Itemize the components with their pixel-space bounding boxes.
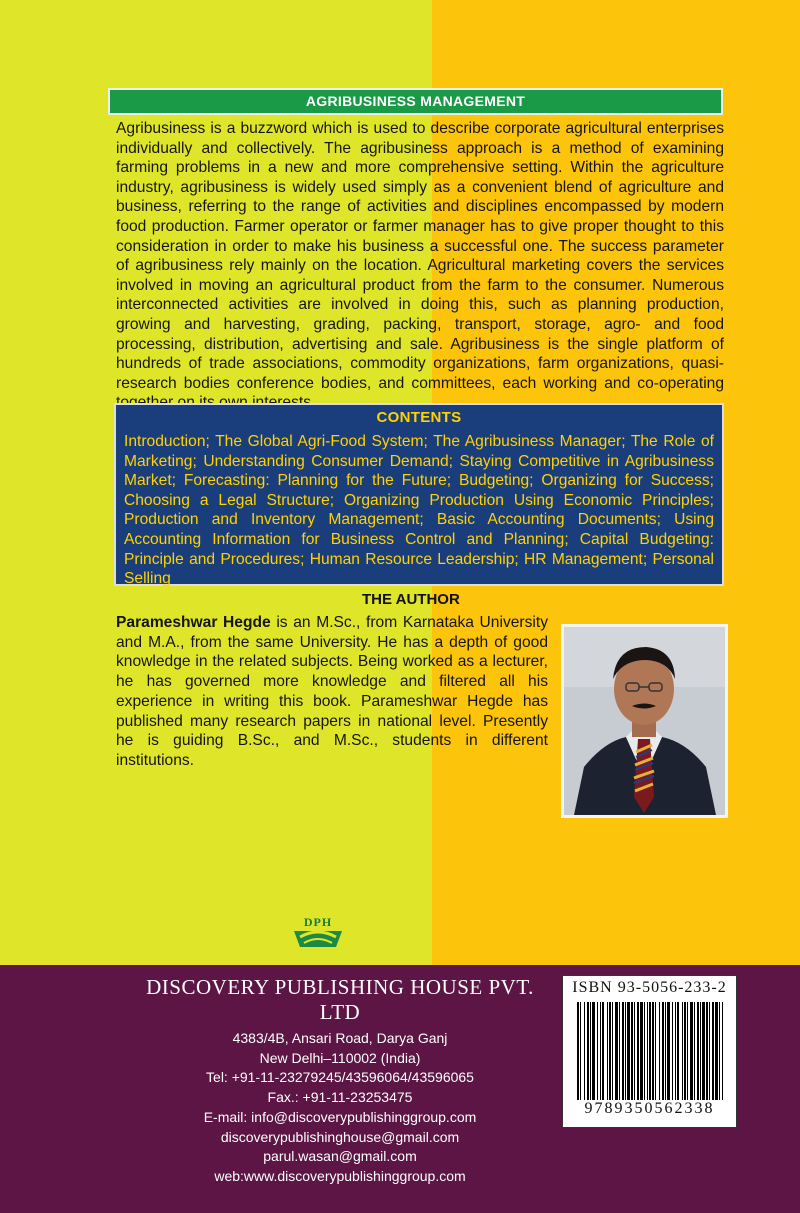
contents-list: Introduction; The Global Agri-Food System; The Agribusiness Manager; The Role of Marketing; Understanding Consumer Demand; Staying Competitive in Agribusiness Market; Forecasting: Planning for the Future; Budgeting; Organizing for Success; Choosing a Legal Structure; Organizing Production Using Economic Principles; Production and Inventory Management; Basic Accounting Documents; Using Accounting Information for Business Control and Planning; Capital Budgeting: Principle and Procedures; Human Resource Leadership; HR Management; Personal Selling: [124, 433, 714, 588]
isbn-number: 9789350562338: [584, 1100, 715, 1117]
barcode-bar: [694, 1002, 695, 1100]
barcode-bar: [627, 1002, 630, 1100]
publisher-name: DISCOVERY PUBLISHING HOUSE PVT. LTD: [146, 975, 534, 1024]
publisher-address-line1: 4383/4B, Ansari Road, Darya Ganj: [232, 1030, 448, 1046]
barcode-bar: [667, 1002, 670, 1100]
intro-paragraph: Agribusiness is a buzzword which is used to describe corporate agricultural enterprises individually and collectively. The agribusiness approach is a method of examining farming problems in a new and more comprehensive setting. Within the agriculture industry, agribusiness is widely used simply as a convenient blend of agriculture and business, referring to the range of activities and disciplines encompassed by modern food production. Farmer operator or farmer manager has to give proper thought to this consideration in order to make his business a successful one. The success parameter of agribusiness rely mainly on the location. Agricultural marketing covers the services involved in moving an agricultural product from the farm to the consumer. Numerous interconnected activities are involved in doing this, such as planning production, growing and harvesting, grading, packing, transport, storage, agro- and food processing, distribution, advertising and sale. Agribusiness is the single platform of hundreds of trade associations, commodity organizations, farm organizations, quasi-research bodies conference bodies, and committees, each working and co-operating: [116, 120, 724, 392]
barcode-bar: [644, 1002, 645, 1100]
publisher-address-line2: New Delhi–110002 (India): [259, 1049, 421, 1066]
barcode-bar: [719, 1002, 720, 1100]
barcode-bar: [722, 1002, 723, 1100]
barcode-bar: [637, 1002, 639, 1100]
barcode-bar: [640, 1002, 643, 1100]
publisher-email-3: parul.wasan@gmail.com: [263, 1148, 417, 1165]
barcode-bar: [584, 1002, 585, 1100]
barcode-bar: [625, 1002, 626, 1100]
barcode-bar: [631, 1002, 633, 1100]
barcode-bar: [697, 1002, 699, 1100]
barcode-bar: [649, 1002, 651, 1100]
barcode-bar: [662, 1002, 664, 1100]
barcode-bar: [580, 1002, 581, 1100]
barcode-bar: [706, 1002, 708, 1100]
barcode-bar: [665, 1002, 666, 1100]
barcode-bar: [597, 1002, 598, 1100]
publisher-info: [140, 975, 540, 1187]
barcode-bar: [715, 1002, 718, 1100]
barcode-bar: [615, 1002, 618, 1100]
publisher-email: E-mail: info@discoverypublishinggroup.com: [203, 1108, 477, 1125]
barcode-bar: [659, 1002, 660, 1100]
publisher-email-2: discoverypublishinghouse@gmail.com: [220, 1128, 460, 1145]
author-bio: [116, 613, 548, 771]
contents-heading: CONTENTS: [376, 409, 462, 426]
barcode-bar: [684, 1002, 686, 1100]
barcode-bar: [602, 1002, 604, 1100]
barcode-bar: [687, 1002, 688, 1100]
isbn-label: ISBN 93-5056-233-2: [572, 979, 727, 996]
barcode-bar: [634, 1002, 635, 1100]
barcode-bar: [677, 1002, 679, 1100]
barcode-bar: [709, 1002, 710, 1100]
publisher-website: web:www.discoverypublishinggroup.com: [214, 1167, 466, 1184]
dph-logo-text: DPH: [303, 915, 333, 929]
isbn-barcode-box: [562, 975, 737, 1128]
barcode-bar: [577, 1002, 579, 1100]
author-bio-text: is an M.Sc., from Karnataka University and M.A., from the same University. He has a depth of good knowledge in the related subjects. Being worked as a lecturer, he has governed more knowledge and filtered all his experience in writing this book. Parameshwar Hegde has published many research papers in national level. Presently he is guiding B.Sc., and M.Sc., students in different institutions.: [116, 614, 548, 769]
barcode-bar: [652, 1002, 654, 1100]
barcode-bar: [675, 1002, 676, 1100]
barcode-bar: [609, 1002, 611, 1100]
barcode-bar: [700, 1002, 701, 1100]
barcode-bar: [587, 1002, 589, 1100]
dph-logo: [290, 913, 346, 953]
barcode-bar: [672, 1002, 673, 1100]
author-name: Parameshwar Hegde: [116, 614, 271, 631]
barcode-bar: [590, 1002, 591, 1100]
barcode-bar: [647, 1002, 648, 1100]
barcode-bar: [592, 1002, 595, 1100]
author-heading: THE AUTHOR: [362, 591, 460, 608]
barcode-bar: [622, 1002, 624, 1100]
barcode-bar: [702, 1002, 705, 1100]
barcode-bar: [690, 1002, 693, 1100]
barcode-bar: [655, 1002, 656, 1100]
barcode: [575, 1002, 726, 1100]
barcode-bar: [619, 1002, 620, 1100]
dph-logo-graphic: [290, 913, 346, 953]
barcode-bar: [682, 1002, 683, 1100]
author-photo: [561, 624, 728, 818]
barcode-bar: [607, 1002, 608, 1100]
book-title-banner: AGRIBUSINESS MANAGEMENT: [108, 88, 723, 115]
barcode-bar: [612, 1002, 613, 1100]
publisher-tel: Tel: +91-11-23279245/43596064/43596065: [206, 1069, 474, 1086]
barcode-bar: [600, 1002, 601, 1100]
publisher-fax: Fax.: +91-11-23253475: [267, 1089, 413, 1106]
contents-box: [114, 403, 724, 586]
author-portrait-illustration: [564, 627, 725, 815]
barcode-bar: [712, 1002, 714, 1100]
